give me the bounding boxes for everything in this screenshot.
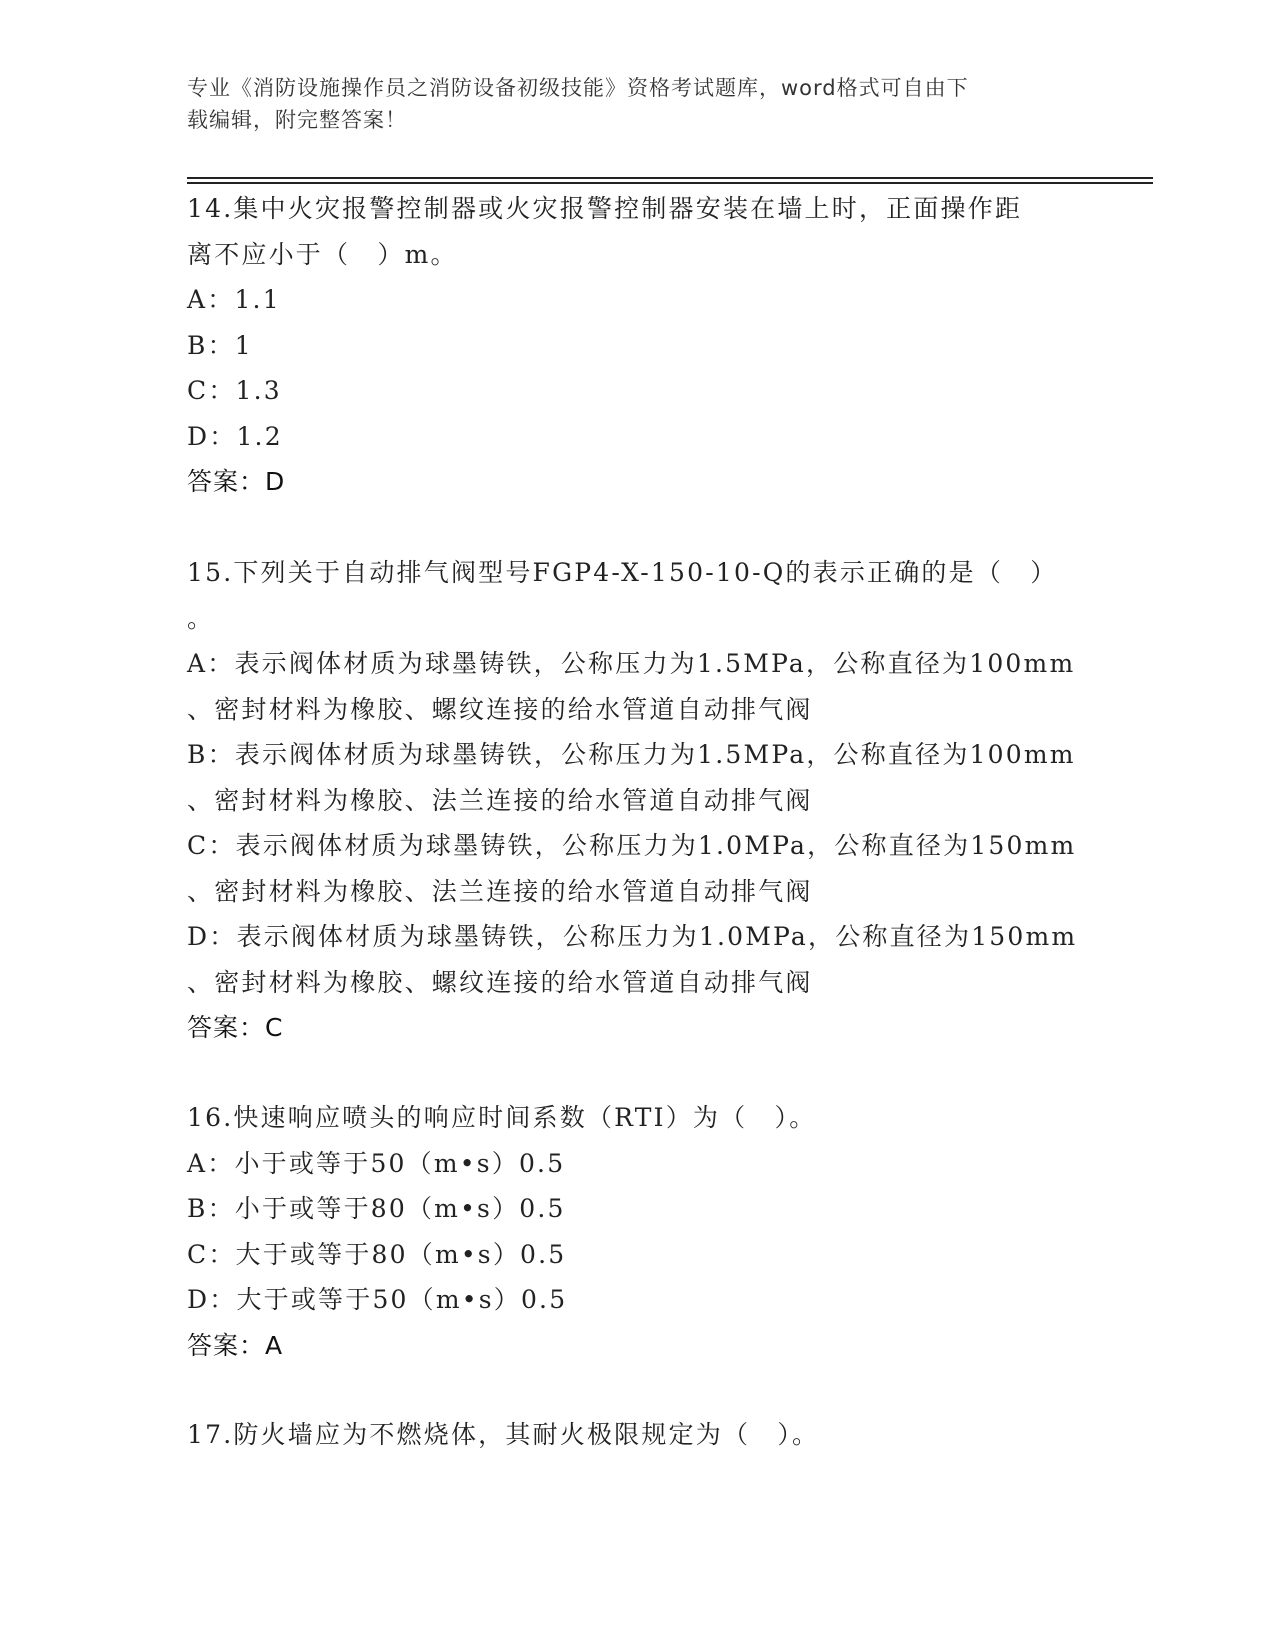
option-a: A：1.1 (187, 285, 281, 314)
question-16 (187, 1095, 1087, 1368)
question-14 (187, 186, 1087, 505)
option-a: A：表示阀体材质为球墨铸铁，公称压力为1.5MPa，公称直径为100mm (187, 649, 1076, 678)
option-b: B：1 (187, 330, 253, 360)
option-d: D：表示阀体材质为球墨铸铁，公称压力为1.0MPa，公称直径为150mm (187, 922, 1078, 951)
option-b-cont: 、密封材料为橡胶、法兰连接的给水管道自动排气阀 (187, 785, 813, 815)
option-d: D：大于或等于50（m•s）0.5 (187, 1285, 568, 1314)
question-17 (187, 1412, 1087, 1458)
answer: 答案：C (187, 1013, 284, 1042)
option-a: A：小于或等于50（m•s）0.5 (187, 1148, 566, 1178)
option-d-cont: 、密封材料为橡胶、螺纹连接的给水管道自动排气阀 (187, 967, 813, 997)
question-stem: 17.防火墙应为不燃烧体，其耐火极限规定为（ ）。 (187, 1420, 820, 1449)
answer: 答案：A (187, 1330, 284, 1360)
header-line-1: 专业《消防设施操作员之消防设备初级技能》资格考试题库，word格式可自由下 (187, 76, 969, 100)
answer: 答案：D (187, 467, 286, 496)
question-stem: 16.快速响应喷头的响应时间系数（RTI）为（ ）。 (187, 1103, 817, 1132)
option-c: C：大于或等于80（m•s）0.5 (187, 1239, 567, 1269)
question-stem: 离不应小于（ ）m。 (187, 239, 458, 269)
header-divider-top (187, 177, 1153, 179)
option-b: B：表示阀体材质为球墨铸铁，公称压力为1.5MPa，公称直径为100mm (187, 740, 1076, 769)
question-stem: 。 (187, 603, 215, 633)
question-stem: 14.集中火灾报警控制器或火灾报警控制器安装在墙上时，正面操作距 (187, 194, 1023, 223)
header-line-2: 载编辑，附完整答案！ (187, 108, 407, 132)
question-stem: 15.下列关于自动排气阀型号FGP4-X-150-10-Q的表示正确的是（ ） (187, 558, 1058, 587)
option-c-cont: 、密封材料为橡胶、法兰连接的给水管道自动排气阀 (187, 876, 813, 906)
option-d: D：1.2 (187, 421, 283, 451)
option-c: C：1.3 (187, 376, 282, 405)
option-a-cont: 、密封材料为橡胶、螺纹连接的给水管道自动排气阀 (187, 694, 813, 724)
option-c: C：表示阀体材质为球墨铸铁，公称压力为1.0MPa，公称直径为150mm (187, 831, 1077, 860)
header-divider-bottom (187, 182, 1153, 184)
question-15 (187, 550, 1087, 1051)
option-b: B：小于或等于80（m•s）0.5 (187, 1194, 566, 1223)
document-header (187, 72, 1067, 136)
